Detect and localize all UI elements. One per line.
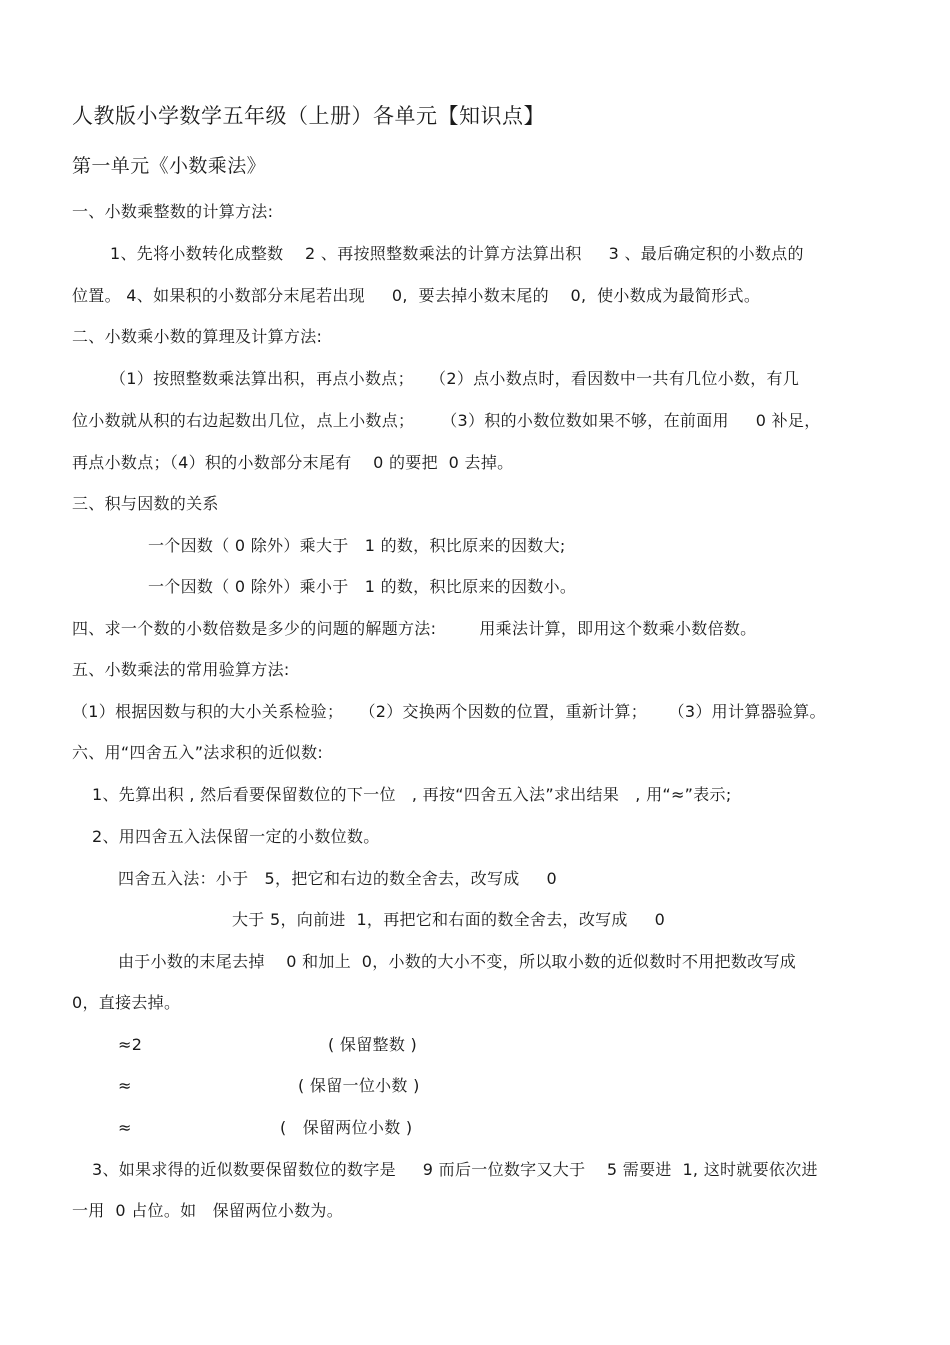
paragraph-line: 一用 0 占位。如 保留两位小数为。 <box>72 1201 343 1220</box>
paragraph-line: 2、用四舍五入法保留一定的小数位数。 <box>92 827 380 846</box>
paragraph-line: 位置。 4、如果积的小数部分末尾若出现 0, 要去掉小数末尾的 0, 使小数成为最简形式。 <box>72 286 761 305</box>
paragraph-line: 0，直接去掉。 <box>72 993 181 1012</box>
paragraph-line: 一个因数（ 0 除外）乘大于 1 的数，积比原来的因数大; <box>148 536 566 555</box>
section-heading-3: 三、积与因数的关系 <box>72 494 219 513</box>
section-heading-4: 四、求一个数的小数倍数是多少的问题的解题方法: 用乘法计算，即用这个数乘小数倍数。 <box>72 619 757 638</box>
section-heading-2: 二、小数乘小数的算理及计算方法: <box>72 327 323 346</box>
approx-symbol: ≈ <box>118 1076 132 1095</box>
section-heading-1: 一、小数乘整数的计算方法: <box>72 202 274 221</box>
paragraph-line: 四舍五入法：小于 5，把它和右边的数全舍去，改写成 0 <box>118 869 557 888</box>
paragraph-line: 1、先将小数转化成整数 2 、再按照整数乘法的计算方法算出积 3 、最后确定积的小数点的 <box>110 244 804 263</box>
paragraph-line: （1）根据因数与积的大小关系检验； （2）交换两个因数的位置，重新计算； （3）用计算器验算。 <box>72 702 826 721</box>
approx-note: ( 保留整数 ) <box>328 1035 418 1054</box>
paragraph-line: 由于小数的末尾去掉 0 和加上 0，小数的大小不变，所以取小数的近似数时不用把数改写成 <box>118 952 797 971</box>
paragraph-line: （1）按照整数乘法算出积，再点小数点； （2）点小数点时，看因数中一共有几位小数，有几 <box>110 369 800 388</box>
paragraph-line: 再点小数点；（4）积的小数部分末尾有 0 的要把 0 去掉。 <box>72 453 514 472</box>
approx-note: ( 保留两位小数 ) <box>280 1118 413 1137</box>
paragraph-line: 1、先算出积 , 然后看要保留数位的下一位 , 再按“四舍五入法”求出结果 , 用“≈”表示; <box>92 785 732 804</box>
document-title: 人教版小学数学五年级（上册）各单元【知识点】 <box>72 104 545 128</box>
approx-note: ( 保留一位小数 ) <box>298 1076 420 1095</box>
approx-symbol: ≈2 <box>118 1035 143 1054</box>
section-heading-5: 五、小数乘法的常用验算方法: <box>72 660 290 679</box>
approx-symbol: ≈ <box>118 1118 132 1137</box>
paragraph-line: 位小数就从积的右边起数出几位，点上小数点； （3）积的小数位数如果不够，在前面用 0 补足， <box>72 411 821 430</box>
paragraph-line: 大于 5，向前进 1，再把它和右面的数全舍去，改写成 0 <box>232 910 666 929</box>
paragraph-line: 3、如果求得的近似数要保留数位的数字是 9 而后一位数字又大于 5 需要进 1, 这时就要依次进 <box>92 1160 818 1179</box>
section-heading-6: 六、用“四舍五入”法求积的近似数: <box>72 743 324 762</box>
unit-title: 第一单元《小数乘法》 <box>72 155 267 177</box>
paragraph-line: 一个因数（ 0 除外）乘小于 1 的数，积比原来的因数小。 <box>148 577 577 596</box>
